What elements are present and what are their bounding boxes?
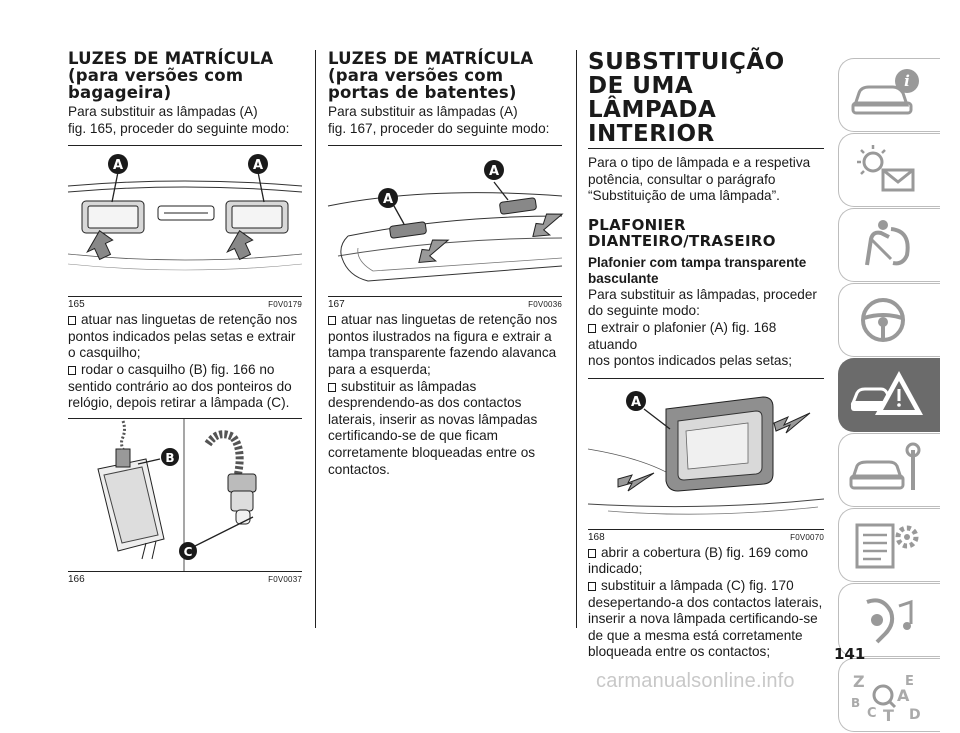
tab-index[interactable] [838,658,940,732]
page-number: 141 [834,645,866,663]
svg-text:i: i [904,72,910,90]
figure-code: F0V0036 [528,300,562,310]
section-title-license-lights-trunk: LUZES DE MATRÍCULA (para versões com bagageira) [68,49,274,102]
bullet-item: rodar o casquilho (B) fig. 166 no sentido contrário ao dos ponteiros do relógio, depois retirar a lâmpada (C). [68,361,292,411]
watermark: carmanualsonline.info [596,670,795,692]
column-3 [588,50,824,661]
svg-text:C: C [183,544,193,559]
svg-text:A: A [488,164,500,180]
tab-emergency[interactable] [838,358,940,432]
svg-text:D: D [909,707,921,723]
safety-icon [847,215,927,275]
emergency-icon [847,365,927,425]
figure-number: 166 [68,573,85,585]
svg-text:B: B [851,696,861,710]
svg-text:A: A [382,192,394,208]
column-2 [328,50,562,478]
figure-165 [68,146,302,296]
checkbox-bullet-icon [588,582,596,591]
figure-165-caption [68,297,302,310]
figure-number: 167 [328,299,345,311]
figure-number: 165 [68,299,85,311]
technical-data-icon [847,515,927,575]
tab-warning-lights[interactable] [838,133,940,207]
checkbox-bullet-icon [588,324,596,333]
svg-text:A: A [252,158,264,174]
column-separator-2 [576,50,577,628]
svg-text:A: A [897,686,910,705]
tab-car-info[interactable] [838,58,940,132]
figure-code: F0V0037 [268,574,302,584]
sub-subsection-title: Plafonier com tampa transparente basculante [588,254,807,286]
steering-wheel-icon [847,290,927,350]
figure-166-caption [68,572,302,585]
body-text: Para substituir as lâmpadas, proceder do seguinte modo: [588,286,817,319]
chapter-tabs [838,58,940,733]
figure-code: F0V0070 [790,532,824,542]
svg-text:A: A [112,158,124,174]
svg-text:T: T [883,706,894,725]
intro-text: Para o tipo de lâmpada e a respetiva potência, consultar o parágrafo “Substituição de uma lâmpada”. [588,155,811,204]
intro-text: Para substituir as lâmpadas (A) fig. 167, proceder do seguinte modo: [328,104,550,136]
tab-safety[interactable] [838,208,940,282]
svg-text:E: E [905,674,914,689]
checkbox-bullet-icon [68,366,76,375]
warning-lights-icon [847,140,927,200]
checkbox-bullet-icon [588,549,596,558]
column-separator-1 [315,50,316,628]
index-icon [847,665,927,725]
title-rule [588,148,824,149]
svg-text:B: B [165,450,175,465]
figure-code: F0V0179 [268,300,302,310]
figure-168 [588,379,824,529]
bullet-item: atuar nas linguetas de retenção nos pontos indicados pelas setas e extrair o casquilho; [68,312,298,361]
column-1 [68,50,302,585]
bullet-item: substituir as lâmpadas desprendendo-as dos contactos laterais, inserir as novas lâmpadas certificando-se de que ficam corretamente bloqueadas entre os contactos. [328,378,538,477]
figure-167-caption [328,297,562,310]
svg-text:A: A [630,394,642,410]
car-info-icon [847,65,927,125]
figure-167 [328,146,562,296]
tab-steering[interactable] [838,283,940,357]
bullet-item: abrir a cobertura (B) fig. 169 como indicado; [588,544,809,577]
bullet-item: atuar nas linguetas de retenção nos pontos ilustrados na figura e extrair a tampa transparente fazendo alavanca para a esquerda; [328,312,558,377]
section-title-license-lights-doors: LUZES DE MATRÍCULA (para versões com portas de batentes) [328,49,534,102]
chapter-title-interior-bulb: SUBSTITUIÇÃO DE UMA LÂMPADA INTERIOR [588,49,785,147]
figure-168-caption [588,530,824,543]
bullet-item: substituir a lâmpada (C) fig. 170 desepertando-a dos contactos laterais, inserir a nova lâmpada certificando-se de que a mesma está corretamente bloqueada entre os contactos; [588,577,823,660]
svg-text:C: C [867,706,877,721]
subsection-title-plafonier: PLAFONIER DIANTEIRO/TRASEIRO [588,215,776,250]
bullet-item: extrair o plafonier (A) fig. 168 atuando nos pontos indicados pelas setas; [588,319,793,369]
checkbox-bullet-icon [328,316,336,325]
checkbox-bullet-icon [68,316,76,325]
tab-maintenance[interactable] [838,433,940,507]
figure-166 [68,419,302,571]
svg-text:Z: Z [853,672,865,691]
multimedia-icon [847,590,927,650]
checkbox-bullet-icon [328,383,336,392]
intro-text: Para substituir as lâmpadas (A) fig. 165, proceder do seguinte modo: [68,104,290,136]
maintenance-icon [847,440,927,500]
tab-technical-data[interactable] [838,508,940,582]
figure-number: 168 [588,531,605,543]
